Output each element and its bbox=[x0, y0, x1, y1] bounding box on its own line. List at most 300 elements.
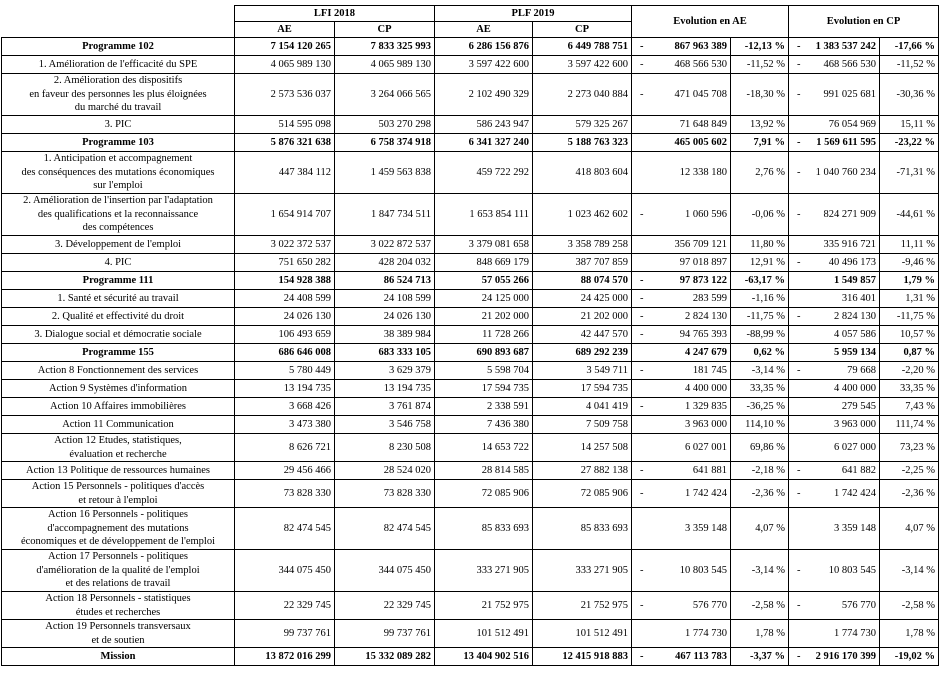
cell-evolution-cp-amount bbox=[789, 462, 880, 480]
amount-value: 3 963 000 bbox=[685, 418, 727, 430]
cell-evolution-cp-amount bbox=[789, 194, 880, 236]
cell-lfi-ae: 13 194 735 bbox=[235, 380, 335, 398]
cell-plf-ae: 459 722 292 bbox=[435, 152, 533, 194]
cell-evolution-ae-percent: 114,10 % bbox=[731, 416, 789, 434]
cell-lfi-ae: 3 473 380 bbox=[235, 416, 335, 434]
cell-evolution-cp-amount bbox=[789, 74, 880, 116]
amount-value: 1 742 424 bbox=[685, 487, 727, 499]
minus-sign: - bbox=[797, 136, 801, 148]
minus-sign: - bbox=[797, 564, 801, 576]
cell-evolution-cp-percent: 0,87 % bbox=[880, 344, 939, 362]
cell-plf-cp: 17 594 735 bbox=[533, 380, 632, 398]
cell-evolution-ae-percent: -3,14 % bbox=[731, 362, 789, 380]
amount-value: 97 873 122 bbox=[679, 274, 727, 286]
cell-lfi-ae: 4 065 989 130 bbox=[235, 56, 335, 74]
cell-plf-cp: 24 425 000 bbox=[533, 290, 632, 308]
cell-evolution-cp-amount bbox=[789, 344, 880, 362]
cell-plf-ae: 6 341 327 240 bbox=[435, 134, 533, 152]
cell-lfi-ae: 447 384 112 bbox=[235, 152, 335, 194]
cell-plf-cp: 21 202 000 bbox=[533, 308, 632, 326]
table-row bbox=[2, 398, 939, 416]
minus-sign: - bbox=[640, 400, 644, 412]
amount-value: 2 916 170 399 bbox=[815, 650, 876, 662]
cell-evolution-ae-percent: -11,52 % bbox=[731, 56, 789, 74]
row-label: Programme 102 bbox=[2, 38, 235, 56]
cell-lfi-ae: 29 456 466 bbox=[235, 462, 335, 480]
cell-plf-cp: 85 833 693 bbox=[533, 508, 632, 550]
amount-value: 468 566 530 bbox=[823, 58, 876, 70]
cell-evolution-cp-amount bbox=[789, 116, 880, 134]
table-row bbox=[2, 380, 939, 398]
row-label: 4. PIC bbox=[2, 254, 235, 272]
cell-lfi-ae: 751 650 282 bbox=[235, 254, 335, 272]
corner-cell bbox=[2, 6, 235, 38]
cell-lfi-cp: 86 524 713 bbox=[335, 272, 435, 290]
cell-evolution-cp-percent: -2,36 % bbox=[880, 480, 939, 508]
table-row-total bbox=[2, 344, 939, 362]
amount-value: 10 803 545 bbox=[828, 564, 876, 576]
cell-evolution-ae-percent: -1,16 % bbox=[731, 290, 789, 308]
cell-plf-ae: 24 125 000 bbox=[435, 290, 533, 308]
cell-lfi-cp: 8 230 508 bbox=[335, 434, 435, 462]
cell-plf-cp: 12 415 918 883 bbox=[533, 648, 632, 666]
cell-evolution-ae-percent: 1,78 % bbox=[731, 620, 789, 648]
cell-lfi-ae: 154 928 388 bbox=[235, 272, 335, 290]
table-row-total bbox=[2, 648, 939, 666]
minus-sign: - bbox=[640, 274, 644, 286]
amount-value: 6 027 001 bbox=[685, 441, 727, 453]
cell-evolution-ae-amount bbox=[632, 462, 731, 480]
cell-evolution-cp-percent: 1,31 % bbox=[880, 290, 939, 308]
minus-sign: - bbox=[797, 88, 801, 100]
cell-plf-cp: 4 041 419 bbox=[533, 398, 632, 416]
cell-lfi-cp: 28 524 020 bbox=[335, 462, 435, 480]
minus-sign: - bbox=[640, 328, 644, 340]
cell-lfi-cp: 3 629 379 bbox=[335, 362, 435, 380]
amount-value: 1 040 760 234 bbox=[815, 166, 876, 178]
cell-evolution-ae-amount bbox=[632, 416, 731, 434]
cell-plf-ae: 2 102 490 329 bbox=[435, 74, 533, 116]
cell-plf-cp: 5 188 763 323 bbox=[533, 134, 632, 152]
cell-lfi-ae: 686 646 008 bbox=[235, 344, 335, 362]
cell-plf-ae: 3 379 081 658 bbox=[435, 236, 533, 254]
row-label: Action 17 Personnels - politiques d'amélioration de la qualité de l'emploi et des relations de travail bbox=[2, 550, 235, 592]
cell-evolution-ae-percent: -2,18 % bbox=[731, 462, 789, 480]
header-lfi-2018: LFI 2018 bbox=[235, 6, 435, 22]
cell-evolution-ae-percent: 4,07 % bbox=[731, 508, 789, 550]
row-label: 3. Dialogue social et démocratie sociale bbox=[2, 326, 235, 344]
table-row bbox=[2, 592, 939, 620]
row-label: Action 12 Etudes, statistiques, évaluation et recherche bbox=[2, 434, 235, 462]
row-label: 1. Amélioration de l'efficacité du SPE bbox=[2, 56, 235, 74]
minus-sign: - bbox=[797, 208, 801, 220]
cell-plf-ae: 333 271 905 bbox=[435, 550, 533, 592]
cell-lfi-ae: 3 022 372 537 bbox=[235, 236, 335, 254]
minus-sign: - bbox=[640, 599, 644, 611]
cell-plf-ae: 586 243 947 bbox=[435, 116, 533, 134]
cell-plf-cp: 418 803 604 bbox=[533, 152, 632, 194]
cell-evolution-ae-amount bbox=[632, 56, 731, 74]
row-label: 3. Développement de l'emploi bbox=[2, 236, 235, 254]
table-row bbox=[2, 194, 939, 236]
cell-evolution-cp-percent: -71,31 % bbox=[880, 152, 939, 194]
cell-evolution-ae-amount bbox=[632, 116, 731, 134]
row-label: Mission bbox=[2, 648, 235, 666]
cell-evolution-ae-amount bbox=[632, 398, 731, 416]
amount-value: 283 599 bbox=[692, 292, 727, 304]
cell-evolution-ae-amount bbox=[632, 550, 731, 592]
cell-evolution-ae-amount bbox=[632, 380, 731, 398]
cell-evolution-ae-amount bbox=[632, 592, 731, 620]
amount-value: 279 545 bbox=[841, 400, 876, 412]
amount-value: 641 882 bbox=[841, 464, 876, 476]
cell-plf-cp: 689 292 239 bbox=[533, 344, 632, 362]
cell-lfi-cp: 82 474 545 bbox=[335, 508, 435, 550]
cell-evolution-ae-amount bbox=[632, 362, 731, 380]
row-label: Action 15 Personnels - politiques d'accès et retour à l'emploi bbox=[2, 480, 235, 508]
cell-evolution-ae-amount bbox=[632, 290, 731, 308]
amount-value: 465 005 602 bbox=[674, 136, 727, 148]
cell-plf-ae: 14 653 722 bbox=[435, 434, 533, 462]
cell-evolution-cp-percent: 1,79 % bbox=[880, 272, 939, 290]
cell-plf-cp: 7 509 758 bbox=[533, 416, 632, 434]
cell-plf-cp: 88 074 570 bbox=[533, 272, 632, 290]
cell-evolution-cp-amount bbox=[789, 362, 880, 380]
cell-evolution-cp-percent: -2,20 % bbox=[880, 362, 939, 380]
minus-sign: - bbox=[640, 464, 644, 476]
amount-value: 12 338 180 bbox=[679, 166, 727, 178]
cell-evolution-cp-percent: -17,66 % bbox=[880, 38, 939, 56]
cell-evolution-ae-amount bbox=[632, 152, 731, 194]
cell-evolution-cp-amount bbox=[789, 56, 880, 74]
amount-value: 76 054 969 bbox=[828, 118, 876, 130]
row-label: 2. Amélioration des dispositifs en faveur des personnes les plus éloignées du marché du travail bbox=[2, 74, 235, 116]
cell-evolution-cp-percent: 73,23 % bbox=[880, 434, 939, 462]
row-label: Action 19 Personnels transversaux et de soutien bbox=[2, 620, 235, 648]
table-row bbox=[2, 74, 939, 116]
cell-lfi-cp: 428 204 032 bbox=[335, 254, 435, 272]
cell-evolution-ae-amount bbox=[632, 308, 731, 326]
cell-plf-ae: 57 055 266 bbox=[435, 272, 533, 290]
table-row bbox=[2, 290, 939, 308]
row-label: 2. Qualité et effectivité du droit bbox=[2, 308, 235, 326]
row-label: 1. Santé et sécurité au travail bbox=[2, 290, 235, 308]
cell-plf-ae: 21 202 000 bbox=[435, 308, 533, 326]
table-row bbox=[2, 362, 939, 380]
minus-sign: - bbox=[797, 487, 801, 499]
amount-value: 94 765 393 bbox=[679, 328, 727, 340]
table-row bbox=[2, 434, 939, 462]
cell-plf-ae: 21 752 975 bbox=[435, 592, 533, 620]
cell-evolution-ae-percent: 69,86 % bbox=[731, 434, 789, 462]
header-evolution-cp: Evolution en CP bbox=[789, 6, 939, 38]
cell-plf-cp: 3 597 422 600 bbox=[533, 56, 632, 74]
cell-plf-ae: 7 436 380 bbox=[435, 416, 533, 434]
cell-plf-ae: 2 338 591 bbox=[435, 398, 533, 416]
row-label: Action 8 Fonctionnement des services bbox=[2, 362, 235, 380]
amount-value: 1 329 835 bbox=[685, 400, 727, 412]
table-row bbox=[2, 550, 939, 592]
cell-evolution-ae-percent: 33,35 % bbox=[731, 380, 789, 398]
cell-lfi-cp: 344 075 450 bbox=[335, 550, 435, 592]
amount-value: 356 709 121 bbox=[674, 238, 727, 250]
cell-evolution-cp-percent: 111,74 % bbox=[880, 416, 939, 434]
cell-plf-ae: 28 814 585 bbox=[435, 462, 533, 480]
minus-sign: - bbox=[797, 310, 801, 322]
cell-evolution-cp-amount bbox=[789, 380, 880, 398]
cell-evolution-ae-percent: -18,30 % bbox=[731, 74, 789, 116]
cell-lfi-ae: 82 474 545 bbox=[235, 508, 335, 550]
amount-value: 181 745 bbox=[692, 364, 727, 376]
cell-plf-cp: 579 325 267 bbox=[533, 116, 632, 134]
cell-evolution-cp-percent: -44,61 % bbox=[880, 194, 939, 236]
amount-value: 10 803 545 bbox=[679, 564, 727, 576]
cell-lfi-ae: 106 493 659 bbox=[235, 326, 335, 344]
cell-evolution-ae-percent: -36,25 % bbox=[731, 398, 789, 416]
cell-lfi-cp: 22 329 745 bbox=[335, 592, 435, 620]
cell-lfi-ae: 514 595 098 bbox=[235, 116, 335, 134]
amount-value: 97 018 897 bbox=[679, 256, 727, 268]
amount-value: 6 027 000 bbox=[834, 441, 876, 453]
cell-evolution-cp-percent: 1,78 % bbox=[880, 620, 939, 648]
table-row bbox=[2, 462, 939, 480]
header-lfi-cp: CP bbox=[335, 22, 435, 38]
cell-evolution-cp-amount bbox=[789, 434, 880, 462]
cell-plf-ae: 17 594 735 bbox=[435, 380, 533, 398]
cell-lfi-cp: 503 270 298 bbox=[335, 116, 435, 134]
cell-evolution-cp-amount bbox=[789, 254, 880, 272]
table-row-total bbox=[2, 134, 939, 152]
cell-lfi-cp: 24 026 130 bbox=[335, 308, 435, 326]
cell-evolution-cp-amount bbox=[789, 592, 880, 620]
table-row bbox=[2, 152, 939, 194]
cell-evolution-cp-percent: -19,02 % bbox=[880, 648, 939, 666]
cell-evolution-ae-percent: -88,99 % bbox=[731, 326, 789, 344]
cell-plf-cp: 3 358 789 258 bbox=[533, 236, 632, 254]
header-plf-2019: PLF 2019 bbox=[435, 6, 632, 22]
table-row-total bbox=[2, 272, 939, 290]
cell-lfi-ae: 24 408 599 bbox=[235, 290, 335, 308]
table-row bbox=[2, 480, 939, 508]
row-label: Programme 111 bbox=[2, 272, 235, 290]
amount-value: 316 401 bbox=[841, 292, 876, 304]
row-label: 2. Amélioration de l'insertion par l'adaptation des qualifications et la reconnaissance des compétences bbox=[2, 194, 235, 236]
cell-plf-cp: 333 271 905 bbox=[533, 550, 632, 592]
cell-plf-ae: 72 085 906 bbox=[435, 480, 533, 508]
amount-value: 1 383 537 242 bbox=[815, 40, 876, 52]
table-row bbox=[2, 620, 939, 648]
amount-value: 335 916 721 bbox=[823, 238, 876, 250]
amount-value: 2 824 130 bbox=[834, 310, 876, 322]
cell-evolution-ae-percent: 0,62 % bbox=[731, 344, 789, 362]
cell-lfi-ae: 7 154 120 265 bbox=[235, 38, 335, 56]
cell-evolution-ae-amount bbox=[632, 38, 731, 56]
cell-evolution-cp-amount bbox=[789, 290, 880, 308]
budget-table bbox=[1, 5, 939, 666]
cell-lfi-ae: 13 872 016 299 bbox=[235, 648, 335, 666]
amount-value: 4 247 679 bbox=[685, 346, 727, 358]
minus-sign: - bbox=[797, 599, 801, 611]
cell-evolution-ae-percent: 2,76 % bbox=[731, 152, 789, 194]
cell-plf-cp: 21 752 975 bbox=[533, 592, 632, 620]
cell-lfi-ae: 5 780 449 bbox=[235, 362, 335, 380]
cell-evolution-cp-amount bbox=[789, 416, 880, 434]
row-label: Action 11 Communication bbox=[2, 416, 235, 434]
row-label: Action 9 Systèmes d'information bbox=[2, 380, 235, 398]
minus-sign: - bbox=[640, 208, 644, 220]
cell-evolution-cp-percent: -3,14 % bbox=[880, 550, 939, 592]
cell-lfi-cp: 4 065 989 130 bbox=[335, 56, 435, 74]
cell-evolution-cp-percent: 10,57 % bbox=[880, 326, 939, 344]
cell-evolution-cp-percent: 4,07 % bbox=[880, 508, 939, 550]
cell-plf-cp: 14 257 508 bbox=[533, 434, 632, 462]
cell-evolution-ae-amount bbox=[632, 254, 731, 272]
cell-plf-ae: 5 598 704 bbox=[435, 362, 533, 380]
row-label: Action 16 Personnels - politiques d'accompagnement des mutations économiques et de développement de l'emploi bbox=[2, 508, 235, 550]
amount-value: 576 770 bbox=[841, 599, 876, 611]
cell-lfi-cp: 99 737 761 bbox=[335, 620, 435, 648]
amount-value: 824 271 909 bbox=[823, 208, 876, 220]
cell-evolution-ae-amount bbox=[632, 194, 731, 236]
amount-value: 4 400 000 bbox=[834, 382, 876, 394]
cell-evolution-ae-percent: -3,37 % bbox=[731, 648, 789, 666]
table-row bbox=[2, 308, 939, 326]
cell-evolution-cp-amount bbox=[789, 480, 880, 508]
cell-lfi-cp: 7 833 325 993 bbox=[335, 38, 435, 56]
cell-evolution-ae-percent: -63,17 % bbox=[731, 272, 789, 290]
cell-evolution-cp-percent: -23,22 % bbox=[880, 134, 939, 152]
cell-evolution-ae-amount bbox=[632, 272, 731, 290]
amount-value: 1 774 730 bbox=[685, 627, 727, 639]
row-label: Action 13 Politique de ressources humaines bbox=[2, 462, 235, 480]
minus-sign: - bbox=[797, 40, 801, 52]
cell-evolution-cp-percent: 33,35 % bbox=[880, 380, 939, 398]
cell-evolution-ae-amount bbox=[632, 508, 731, 550]
cell-evolution-ae-amount bbox=[632, 620, 731, 648]
cell-lfi-ae: 73 828 330 bbox=[235, 480, 335, 508]
header-evolution-ae: Evolution en AE bbox=[632, 6, 789, 38]
cell-evolution-ae-percent: -2,36 % bbox=[731, 480, 789, 508]
header-plf-cp: CP bbox=[533, 22, 632, 38]
amount-value: 867 963 389 bbox=[674, 40, 727, 52]
minus-sign: - bbox=[640, 487, 644, 499]
amount-value: 1 774 730 bbox=[834, 627, 876, 639]
cell-evolution-cp-amount bbox=[789, 236, 880, 254]
minus-sign: - bbox=[640, 364, 644, 376]
cell-lfi-ae: 3 668 426 bbox=[235, 398, 335, 416]
header-lfi-ae: AE bbox=[235, 22, 335, 38]
cell-evolution-cp-amount bbox=[789, 38, 880, 56]
cell-evolution-ae-amount bbox=[632, 236, 731, 254]
cell-evolution-cp-amount bbox=[789, 550, 880, 592]
cell-lfi-ae: 24 026 130 bbox=[235, 308, 335, 326]
amount-value: 40 496 173 bbox=[828, 256, 876, 268]
cell-lfi-ae: 2 573 536 037 bbox=[235, 74, 335, 116]
cell-evolution-cp-percent: -11,75 % bbox=[880, 308, 939, 326]
minus-sign: - bbox=[797, 166, 801, 178]
cell-evolution-ae-percent: 13,92 % bbox=[731, 116, 789, 134]
amount-value: 471 045 708 bbox=[674, 88, 727, 100]
cell-lfi-ae: 344 075 450 bbox=[235, 550, 335, 592]
cell-lfi-cp: 3 546 758 bbox=[335, 416, 435, 434]
cell-evolution-cp-percent: 11,11 % bbox=[880, 236, 939, 254]
cell-evolution-ae-amount bbox=[632, 134, 731, 152]
cell-evolution-cp-percent: -11,52 % bbox=[880, 56, 939, 74]
cell-evolution-ae-amount bbox=[632, 74, 731, 116]
cell-plf-ae: 13 404 902 516 bbox=[435, 648, 533, 666]
cell-plf-cp: 3 549 711 bbox=[533, 362, 632, 380]
amount-value: 4 400 000 bbox=[685, 382, 727, 394]
cell-evolution-ae-percent: 7,91 % bbox=[731, 134, 789, 152]
minus-sign: - bbox=[640, 58, 644, 70]
minus-sign: - bbox=[640, 310, 644, 322]
minus-sign: - bbox=[640, 564, 644, 576]
row-label: Action 10 Affaires immobilières bbox=[2, 398, 235, 416]
amount-value: 1 569 611 595 bbox=[816, 136, 876, 148]
amount-value: 3 359 148 bbox=[834, 522, 876, 534]
cell-evolution-cp-percent: -9,46 % bbox=[880, 254, 939, 272]
cell-plf-cp: 2 273 040 884 bbox=[533, 74, 632, 116]
cell-evolution-cp-amount bbox=[789, 308, 880, 326]
table-row-total bbox=[2, 38, 939, 56]
amount-value: 3 963 000 bbox=[834, 418, 876, 430]
cell-evolution-cp-amount bbox=[789, 398, 880, 416]
cell-lfi-cp: 15 332 089 282 bbox=[335, 648, 435, 666]
cell-evolution-ae-percent: 11,80 % bbox=[731, 236, 789, 254]
cell-lfi-cp: 6 758 374 918 bbox=[335, 134, 435, 152]
cell-lfi-cp: 1 459 563 838 bbox=[335, 152, 435, 194]
cell-evolution-cp-percent: 15,11 % bbox=[880, 116, 939, 134]
cell-plf-cp: 27 882 138 bbox=[533, 462, 632, 480]
cell-evolution-ae-percent: -0,06 % bbox=[731, 194, 789, 236]
cell-evolution-cp-amount bbox=[789, 620, 880, 648]
table-row bbox=[2, 416, 939, 434]
minus-sign: - bbox=[797, 256, 801, 268]
cell-evolution-ae-percent: -11,75 % bbox=[731, 308, 789, 326]
cell-plf-ae: 848 669 179 bbox=[435, 254, 533, 272]
table-row bbox=[2, 508, 939, 550]
cell-lfi-cp: 683 333 105 bbox=[335, 344, 435, 362]
amount-value: 3 359 148 bbox=[685, 522, 727, 534]
amount-value: 991 025 681 bbox=[823, 88, 876, 100]
minus-sign: - bbox=[797, 364, 801, 376]
cell-evolution-ae-amount bbox=[632, 434, 731, 462]
cell-evolution-ae-amount bbox=[632, 648, 731, 666]
cell-evolution-ae-percent: -2,58 % bbox=[731, 592, 789, 620]
row-label: 3. PIC bbox=[2, 116, 235, 134]
table-row bbox=[2, 326, 939, 344]
minus-sign: - bbox=[640, 88, 644, 100]
row-label: Programme 155 bbox=[2, 344, 235, 362]
row-label: Programme 103 bbox=[2, 134, 235, 152]
cell-plf-ae: 11 728 266 bbox=[435, 326, 533, 344]
cell-evolution-ae-amount bbox=[632, 480, 731, 508]
amount-value: 4 057 586 bbox=[834, 328, 876, 340]
amount-value: 468 566 530 bbox=[674, 58, 727, 70]
amount-value: 79 668 bbox=[847, 364, 876, 376]
cell-evolution-cp-amount bbox=[789, 134, 880, 152]
cell-lfi-ae: 22 329 745 bbox=[235, 592, 335, 620]
cell-lfi-cp: 13 194 735 bbox=[335, 380, 435, 398]
minus-sign: - bbox=[797, 650, 801, 662]
cell-evolution-cp-percent: -2,25 % bbox=[880, 462, 939, 480]
cell-lfi-cp: 38 389 984 bbox=[335, 326, 435, 344]
minus-sign: - bbox=[797, 58, 801, 70]
table-row bbox=[2, 116, 939, 134]
cell-evolution-cp-amount bbox=[789, 326, 880, 344]
cell-evolution-cp-amount bbox=[789, 152, 880, 194]
amount-value: 1 742 424 bbox=[834, 487, 876, 499]
